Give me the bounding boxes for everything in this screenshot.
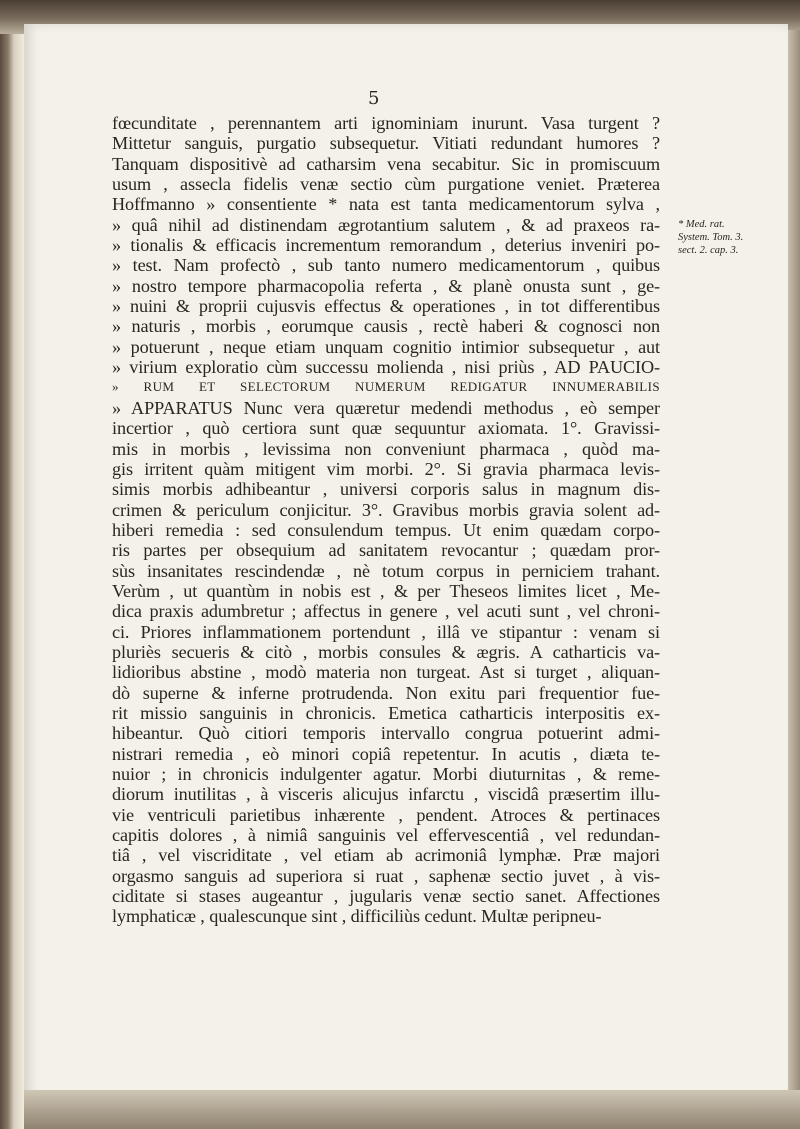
text-line: » naturis , morbis , eorumque causis , rectè haberi & cognosci non [112, 316, 660, 337]
text-line: pluriès secueris & citò , morbis consules & ægris. A catharticis va- [112, 641, 660, 662]
text-line: » nuini & proprii cujusvis effectus & operationes , in tot differentibus [112, 296, 660, 317]
text-line-small-caps: » RUM ET SELECTORUM NUMERUM REDIGATUR INNUMERABILIS [112, 379, 660, 395]
text-line: ci. Priores inflammationem portendunt , illâ ve stipantur : venam si [112, 621, 660, 642]
book-right-edge [788, 30, 800, 1090]
book-bottom-edge [24, 1090, 800, 1129]
text-line: Mittetur sanguis, purgatio subsequetur. Vitiati redundant humores ? [112, 133, 660, 154]
text-line: usum , assecla fidelis venæ sectio cùm purgatione veniet. Præterea [112, 174, 660, 195]
text-line: dò superne & inferne protrudenda. Non exitu pari frequentior fue- [112, 682, 660, 703]
text-line: nistrari remedia , eò minori copiâ repetentur. In acutis , diæta te- [112, 743, 660, 764]
text-line: lidioribus abstine , modò materia non turgeat. Ast si turget , aliquan- [112, 662, 660, 683]
text-line: » tionalis & efficacis incrementum remorandum , deterius inveniri po- [112, 235, 660, 256]
margin-note-line: System. Tom. 3. [678, 232, 744, 243]
page-number: 5 [368, 88, 380, 109]
text-line: rit missio sanguinis in chronicis. Emetica catharticis interpositis ex- [112, 702, 660, 723]
text-line: dica praxis adumbretur ; affectus in genere , vel acuti sunt , vel chroni- [112, 601, 660, 622]
text-line: hiberi remedia : sed consulendum tempus. Ut enim quædam corpo- [112, 519, 660, 540]
body-text [112, 113, 660, 927]
text-line: crimen & periculum conjicitur. 3°. Gravibus morbis gravia solent ad- [112, 499, 660, 520]
text-line: gis irritent quàm mitigent vim morbi. 2°. Si gravia pharmaca levis- [112, 458, 660, 479]
margin-note-line: * Med. rat. [678, 219, 725, 230]
text-line: » quâ nihil ad distinendam ægrotantium salutem , & ad praxeos ra- [112, 214, 660, 235]
text-line: Hoffmanno » consentiente * nata est tanta medicamentorum sylva , [112, 194, 660, 215]
text-line: nuior ; in chronicis indulgenter agatur. Morbi diuturnitas , & reme- [112, 764, 660, 784]
text-line: tiâ , vel viscriditate , vel etiam ab acrimoniâ lymphæ. Præ majori [112, 845, 660, 866]
text-line: ciditate si stases augeantur , jugularis venæ sectio sanet. Affectiones [112, 886, 660, 907]
margin-note [678, 218, 768, 257]
text-line: » nostro tempore pharmacopolia referta , & planè onusta sunt , ge- [112, 275, 660, 296]
text-line: Verùm , ut quantùm in nobis est , & per Theseos limites licet , Me- [112, 580, 660, 601]
text-line: » APPARATUS Nunc vera quæretur medendi methodus , eò semper [112, 397, 660, 418]
text-line: Tanquam dispositivè ad catharsim vena secabitur. Sic in promiscuum [112, 153, 660, 174]
margin-note-line: sect. 2. cap. 3. [678, 245, 739, 256]
text-line: capitis dolores , à nimiâ sanguinis vel effervescentiâ , vel redundan- [112, 825, 660, 846]
text-line: lymphaticæ , qualescunque sint , difficiliùs cedunt. Multæ peripneu- [112, 906, 602, 927]
text-line: orgasmo sanguis ad superiora si ruat , saphenæ sectio juvet , à vis- [112, 865, 660, 886]
text-line: simis morbis adhibeantur , universi corporis salus in magnum dis- [112, 479, 660, 500]
text-line: fœcunditate , perennantem arti ignominiam inurunt. Vasa turgent ? [112, 113, 660, 133]
text-line: diorum inutilitas , à visceris alicujus infarctu , viscidâ præsertim illu- [112, 784, 660, 805]
text-line: hibeantur. Quò citiori temporis intervallo congrua potuerint admi- [112, 723, 660, 744]
text-line: vie ventriculi parietibus inhærente , pendent. Atroces & pertinaces [112, 804, 660, 825]
text-line: mis in morbis , levissima non conveniunt pharmaca , quòd ma- [112, 438, 660, 459]
text-line: » virium exploratio cùm successu molienda , nisi priùs , AD PAUCIO- [112, 357, 660, 378]
text-line: » potuerunt , neque etiam unquam cognitio intimior subsequetur , aut [112, 336, 660, 357]
text-line: sùs insanitates rescindendæ , nè totum corpus in perniciem trahant. [112, 560, 660, 581]
text-line: » test. Nam profectò , sub tanto numero medicamentorum , quibus [112, 255, 660, 276]
text-line: ris partes per obsequium ad sanitatem revocantur ; quædam pror- [112, 540, 660, 561]
text-line: incertior , quò certiora sunt quæ sequuntur axiomata. 1°. Gravissi- [112, 418, 660, 439]
